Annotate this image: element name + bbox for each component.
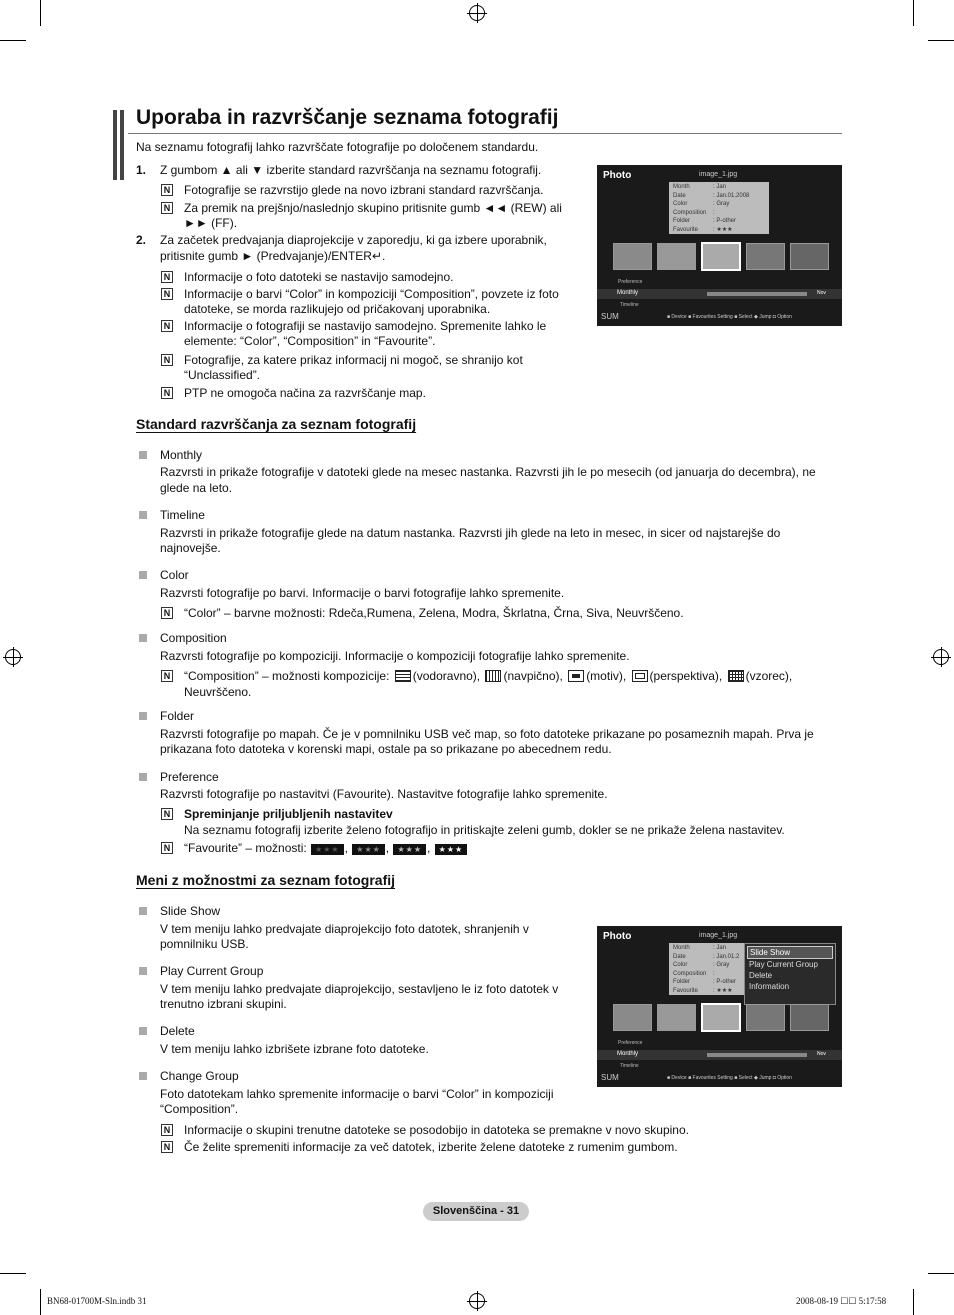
tv-menu-slideshow[interactable]: Slide Show bbox=[747, 946, 833, 959]
note-icon: N bbox=[161, 288, 173, 300]
preference-note1-text: Na seznamu fotografij izberite želeno fotografijo in pritiskajte zeleni gumb, dokler se ne prikaže želena nastavitev. bbox=[184, 823, 785, 837]
tv-nov: Nov bbox=[817, 1051, 826, 1057]
bullet-square bbox=[139, 1027, 147, 1035]
tv-help-bar: ■ Device ■ Favourites Setting ■ Select ◆ Jump ◘ Option bbox=[667, 314, 792, 320]
note-icon: N bbox=[161, 1141, 173, 1153]
slideshow-heading: Slide Show bbox=[160, 904, 221, 918]
step2-number: 2. bbox=[136, 233, 147, 247]
step1-number: 1. bbox=[136, 163, 147, 177]
tv-sum: SUM bbox=[601, 312, 619, 321]
tv-info-panel: Month Date Color Composition Folder Favourite : Jan : Jan.01.2 : Gray : : P-other : ★★★ bbox=[669, 943, 769, 995]
step2-note5: PTP ne omogoča načina za razvrščanje map. bbox=[184, 386, 426, 400]
step2-note2b: datoteke, se morda razlikujejo od pričakovanj uporabnika. bbox=[184, 302, 491, 316]
bullet-square bbox=[139, 1072, 147, 1080]
note-icon: N bbox=[161, 808, 173, 820]
preference-note2: “Favourite” – možnosti: ★★★ , ★★★ , ★★★ , ★★★ bbox=[184, 840, 468, 856]
bullet-square bbox=[139, 634, 147, 642]
bullet-square bbox=[139, 907, 147, 915]
timeline-text-1: Razvrsti in prikaže fotografije glede na datum nastanka. Razvrsti jih glede na leto in mesec, in sicer od najstarejše do bbox=[160, 526, 781, 540]
monthly-heading: Monthly bbox=[160, 448, 203, 462]
tv-nov: Nov bbox=[817, 290, 826, 296]
step2-note3a: Informacije o fotografiji se nastavijo samodejno. Spremenite lahko le bbox=[184, 319, 547, 333]
composition-note: “Composition” – možnosti kompozicije: (vodoravno), (navpično), (motiv), (perspektiva), (vzorec), bbox=[184, 669, 793, 683]
tv-thumbnail bbox=[613, 1004, 652, 1031]
tv-thumbnail bbox=[657, 243, 696, 270]
color-text: Razvrsti fotografije po barvi. Informacije o barvi fotografije lahko spremenite. bbox=[160, 586, 565, 600]
change-group-text-1: Foto datotekam lahko spremenite informacije o barvi “Color” in kompoziciji bbox=[160, 1087, 554, 1101]
note-icon: N bbox=[161, 202, 173, 214]
timeline-text-2: najnovejše. bbox=[160, 541, 221, 555]
note-icon: N bbox=[161, 842, 173, 854]
title-bar-1 bbox=[113, 110, 117, 180]
preference-text: Razvrsti fotografije po nastavitvi (Favourite). Nastavitve fotografije lahko spremenite. bbox=[160, 787, 608, 801]
tv-monthly: Monthly bbox=[617, 290, 639, 296]
tv-monthly: Monthly bbox=[617, 1051, 639, 1057]
folder-heading: Folder bbox=[160, 709, 195, 723]
step1-text: Z gumbom ▲ ali ▼ izberite standard razvrščanja na seznamu fotografij. bbox=[160, 163, 542, 177]
note-icon: N bbox=[161, 1124, 173, 1136]
bullet-square bbox=[139, 571, 147, 579]
tv-thumbnail bbox=[790, 1004, 829, 1031]
play-group-heading: Play Current Group bbox=[160, 964, 264, 978]
pattern-composition-icon bbox=[728, 670, 744, 682]
tv-thumbnail bbox=[746, 1004, 785, 1031]
favourite-2-stars: ★★★ bbox=[393, 844, 426, 855]
print-timestamp: 2008-08-19 ☐☐ 5:17:58 bbox=[796, 1296, 887, 1306]
tv-thumbnail bbox=[657, 1004, 696, 1031]
step2-note4a: Fotografije, za katere prikaz informacij ni mogoč, se shranijo kot bbox=[184, 353, 523, 367]
tv-file-name: image_1.jpg bbox=[699, 171, 738, 178]
change-group-heading: Change Group bbox=[160, 1069, 239, 1083]
registration-mark-left bbox=[5, 649, 21, 665]
note-icon: N bbox=[161, 387, 173, 399]
slideshow-text-2: pomnilniku USB. bbox=[160, 937, 249, 951]
tv-menu-delete[interactable]: Delete bbox=[749, 971, 773, 980]
folder-text-1: Razvrsti fotografije po mapah. Če je v pomnilniku USB več map, so foto datoteke prikazane po posameznih mapah. Prva je bbox=[160, 727, 814, 741]
note-icon: N bbox=[161, 271, 173, 283]
note-icon: N bbox=[161, 184, 173, 196]
step2-text-b: pritisnite gumb ► (Predvajanje)/ENTER↵. bbox=[160, 249, 386, 263]
preference-heading: Preference bbox=[160, 770, 219, 784]
tv-screen-photo-list bbox=[597, 165, 842, 326]
color-note: “Color” – barvne možnosti: Rdeča,Rumena, Zelena, Modra, Škrlatna, Črna, Siva, Neuvrščeno. bbox=[184, 606, 684, 620]
tv-options-menu bbox=[744, 943, 836, 1005]
favourite-0-stars: ★★★ bbox=[311, 844, 344, 855]
timeline-heading: Timeline bbox=[160, 508, 205, 522]
horizontal-composition-icon bbox=[395, 670, 411, 682]
vertical-composition-icon bbox=[485, 670, 501, 682]
step2-text-a: Za začetek predvajanja diaprojekcije v zaporedju, ki ga izbere uporabnik, bbox=[160, 233, 547, 247]
bullet-square bbox=[139, 967, 147, 975]
preference-note1-heading: Spreminjanje priljubljenih nastavitev bbox=[184, 807, 393, 821]
tv-thumbnail-selected bbox=[701, 1003, 741, 1032]
perspective-composition-icon bbox=[632, 670, 648, 682]
tv-menu-play-group[interactable]: Play Current Group bbox=[749, 960, 818, 969]
step2-note4b: “Unclassified”. bbox=[184, 368, 261, 382]
registration-mark-bottom bbox=[469, 1293, 485, 1309]
page-number-badge: Slovenščina - 31 bbox=[423, 1202, 529, 1221]
tv-screen-options-menu bbox=[597, 926, 842, 1087]
section-heading-sort: Standard razvrščanja za seznam fotografij bbox=[136, 416, 417, 432]
title-rule bbox=[128, 133, 842, 134]
note-icon: N bbox=[161, 354, 173, 366]
play-group-text-1: V tem meniju lahko predvajate diaprojekcijo, sestavljeno le iz foto datotek v bbox=[160, 982, 559, 996]
tv-timeline: Timeline bbox=[620, 1063, 639, 1069]
composition-note-2: Neuvrščeno. bbox=[184, 685, 252, 699]
bullet-square bbox=[139, 511, 147, 519]
tv-file-name: image_1.jpg bbox=[699, 932, 738, 939]
step2-note1: Informacije o foto datoteki se nastavijo samodejno. bbox=[184, 270, 454, 284]
object-composition-icon bbox=[568, 670, 584, 682]
tv-timeline: Timeline bbox=[620, 302, 639, 308]
monthly-text-2: glede na leto. bbox=[160, 481, 233, 495]
bullet-square bbox=[139, 451, 147, 459]
section-heading-options: Meni z možnostmi za seznam fotografij bbox=[136, 872, 396, 888]
registration-mark-right bbox=[933, 649, 949, 665]
favourite-1-star: ★★★ bbox=[352, 844, 385, 855]
page-title: Uporaba in razvrščanje seznama fotografij bbox=[136, 106, 559, 129]
tv-info-panel: Month Date Color Composition Folder Favourite : Jan : Jan.01.2008 : Gray : : P-other : ★★★ bbox=[669, 182, 769, 234]
tv-help-bar: ■ Device ■ Favourites Setting ■ Select ◆ Jump ◘ Option bbox=[667, 1075, 792, 1081]
step1-note2a: Za premik na prejšnjo/naslednjo skupino pritisnite gumb ◄◄ (REW) ali bbox=[184, 201, 562, 215]
delete-text: V tem meniju lahko izbrišete izbrane foto datoteke. bbox=[160, 1042, 429, 1056]
folder-text-2: prikazana foto datoteka v korenski mapi, ostale pa so prikazane po abecednem redu. bbox=[160, 742, 612, 756]
composition-heading: Composition bbox=[160, 631, 227, 645]
color-heading: Color bbox=[160, 568, 189, 582]
note-icon: N bbox=[161, 670, 173, 682]
delete-heading: Delete bbox=[160, 1024, 195, 1038]
tv-preference: Preference bbox=[618, 279, 643, 285]
tv-preference: Preference bbox=[618, 1040, 643, 1046]
intro-text: Na seznamu fotografij lahko razvrščate fotografije po določenem standardu. bbox=[136, 140, 539, 154]
print-file-info: BN68-01700M-Sln.indb 31 bbox=[47, 1296, 147, 1306]
tv-photo-label: Photo bbox=[603, 931, 632, 942]
note-icon: N bbox=[161, 320, 173, 332]
tv-thumbnail-selected bbox=[701, 242, 741, 271]
tv-slider bbox=[707, 292, 807, 296]
composition-text: Razvrsti fotografije po kompoziciji. Informacije o kompoziciji fotografije lahko spremenite. bbox=[160, 649, 630, 663]
registration-mark-top bbox=[469, 5, 485, 21]
step1-note1: Fotografije se razvrstijo glede na novo izbrani standard razvrščanja. bbox=[184, 183, 544, 197]
favourite-3-stars: ★★★ bbox=[435, 844, 468, 855]
slideshow-text-1: V tem meniju lahko predvajate diaprojekcijo foto datotek, shranjenih v bbox=[160, 922, 529, 936]
tv-sum: SUM bbox=[601, 1073, 619, 1082]
step1-note2b: ►► (FF). bbox=[184, 216, 238, 230]
tv-thumbnail bbox=[790, 243, 829, 270]
bullet-square bbox=[139, 773, 147, 781]
play-group-text-2: trenutno izbrani skupini. bbox=[160, 997, 287, 1011]
tv-thumbnail bbox=[746, 243, 785, 270]
monthly-text-1: Razvrsti in prikaže fotografije v datoteki glede na mesec nastanka. Razvrsti jih le po mesecih (od januarja do decembra), ne bbox=[160, 465, 816, 479]
step2-note3b: elemente: “Color”, “Composition” in “Favourite”. bbox=[184, 334, 436, 348]
tv-slider bbox=[707, 1053, 807, 1057]
change-group-note1: Informacije o skupini trenutne datoteke se posodobijo in datoteka se premakne v novo skupino. bbox=[184, 1123, 689, 1137]
tv-menu-information[interactable]: Information bbox=[749, 982, 790, 991]
bullet-square bbox=[139, 712, 147, 720]
title-bar-2 bbox=[120, 110, 124, 180]
change-group-text-2: “Composition”. bbox=[160, 1102, 239, 1116]
tv-photo-label: Photo bbox=[603, 170, 632, 181]
step2-note2a: Informacije o barvi “Color” in kompoziciji “Composition”, povzete iz foto bbox=[184, 287, 559, 301]
change-group-note2: Če želite spremeniti informacije za več datotek, izberite želene datoteke z rumenim gumbom. bbox=[184, 1140, 678, 1154]
tv-thumbnail bbox=[613, 243, 652, 270]
note-icon: N bbox=[161, 607, 173, 619]
